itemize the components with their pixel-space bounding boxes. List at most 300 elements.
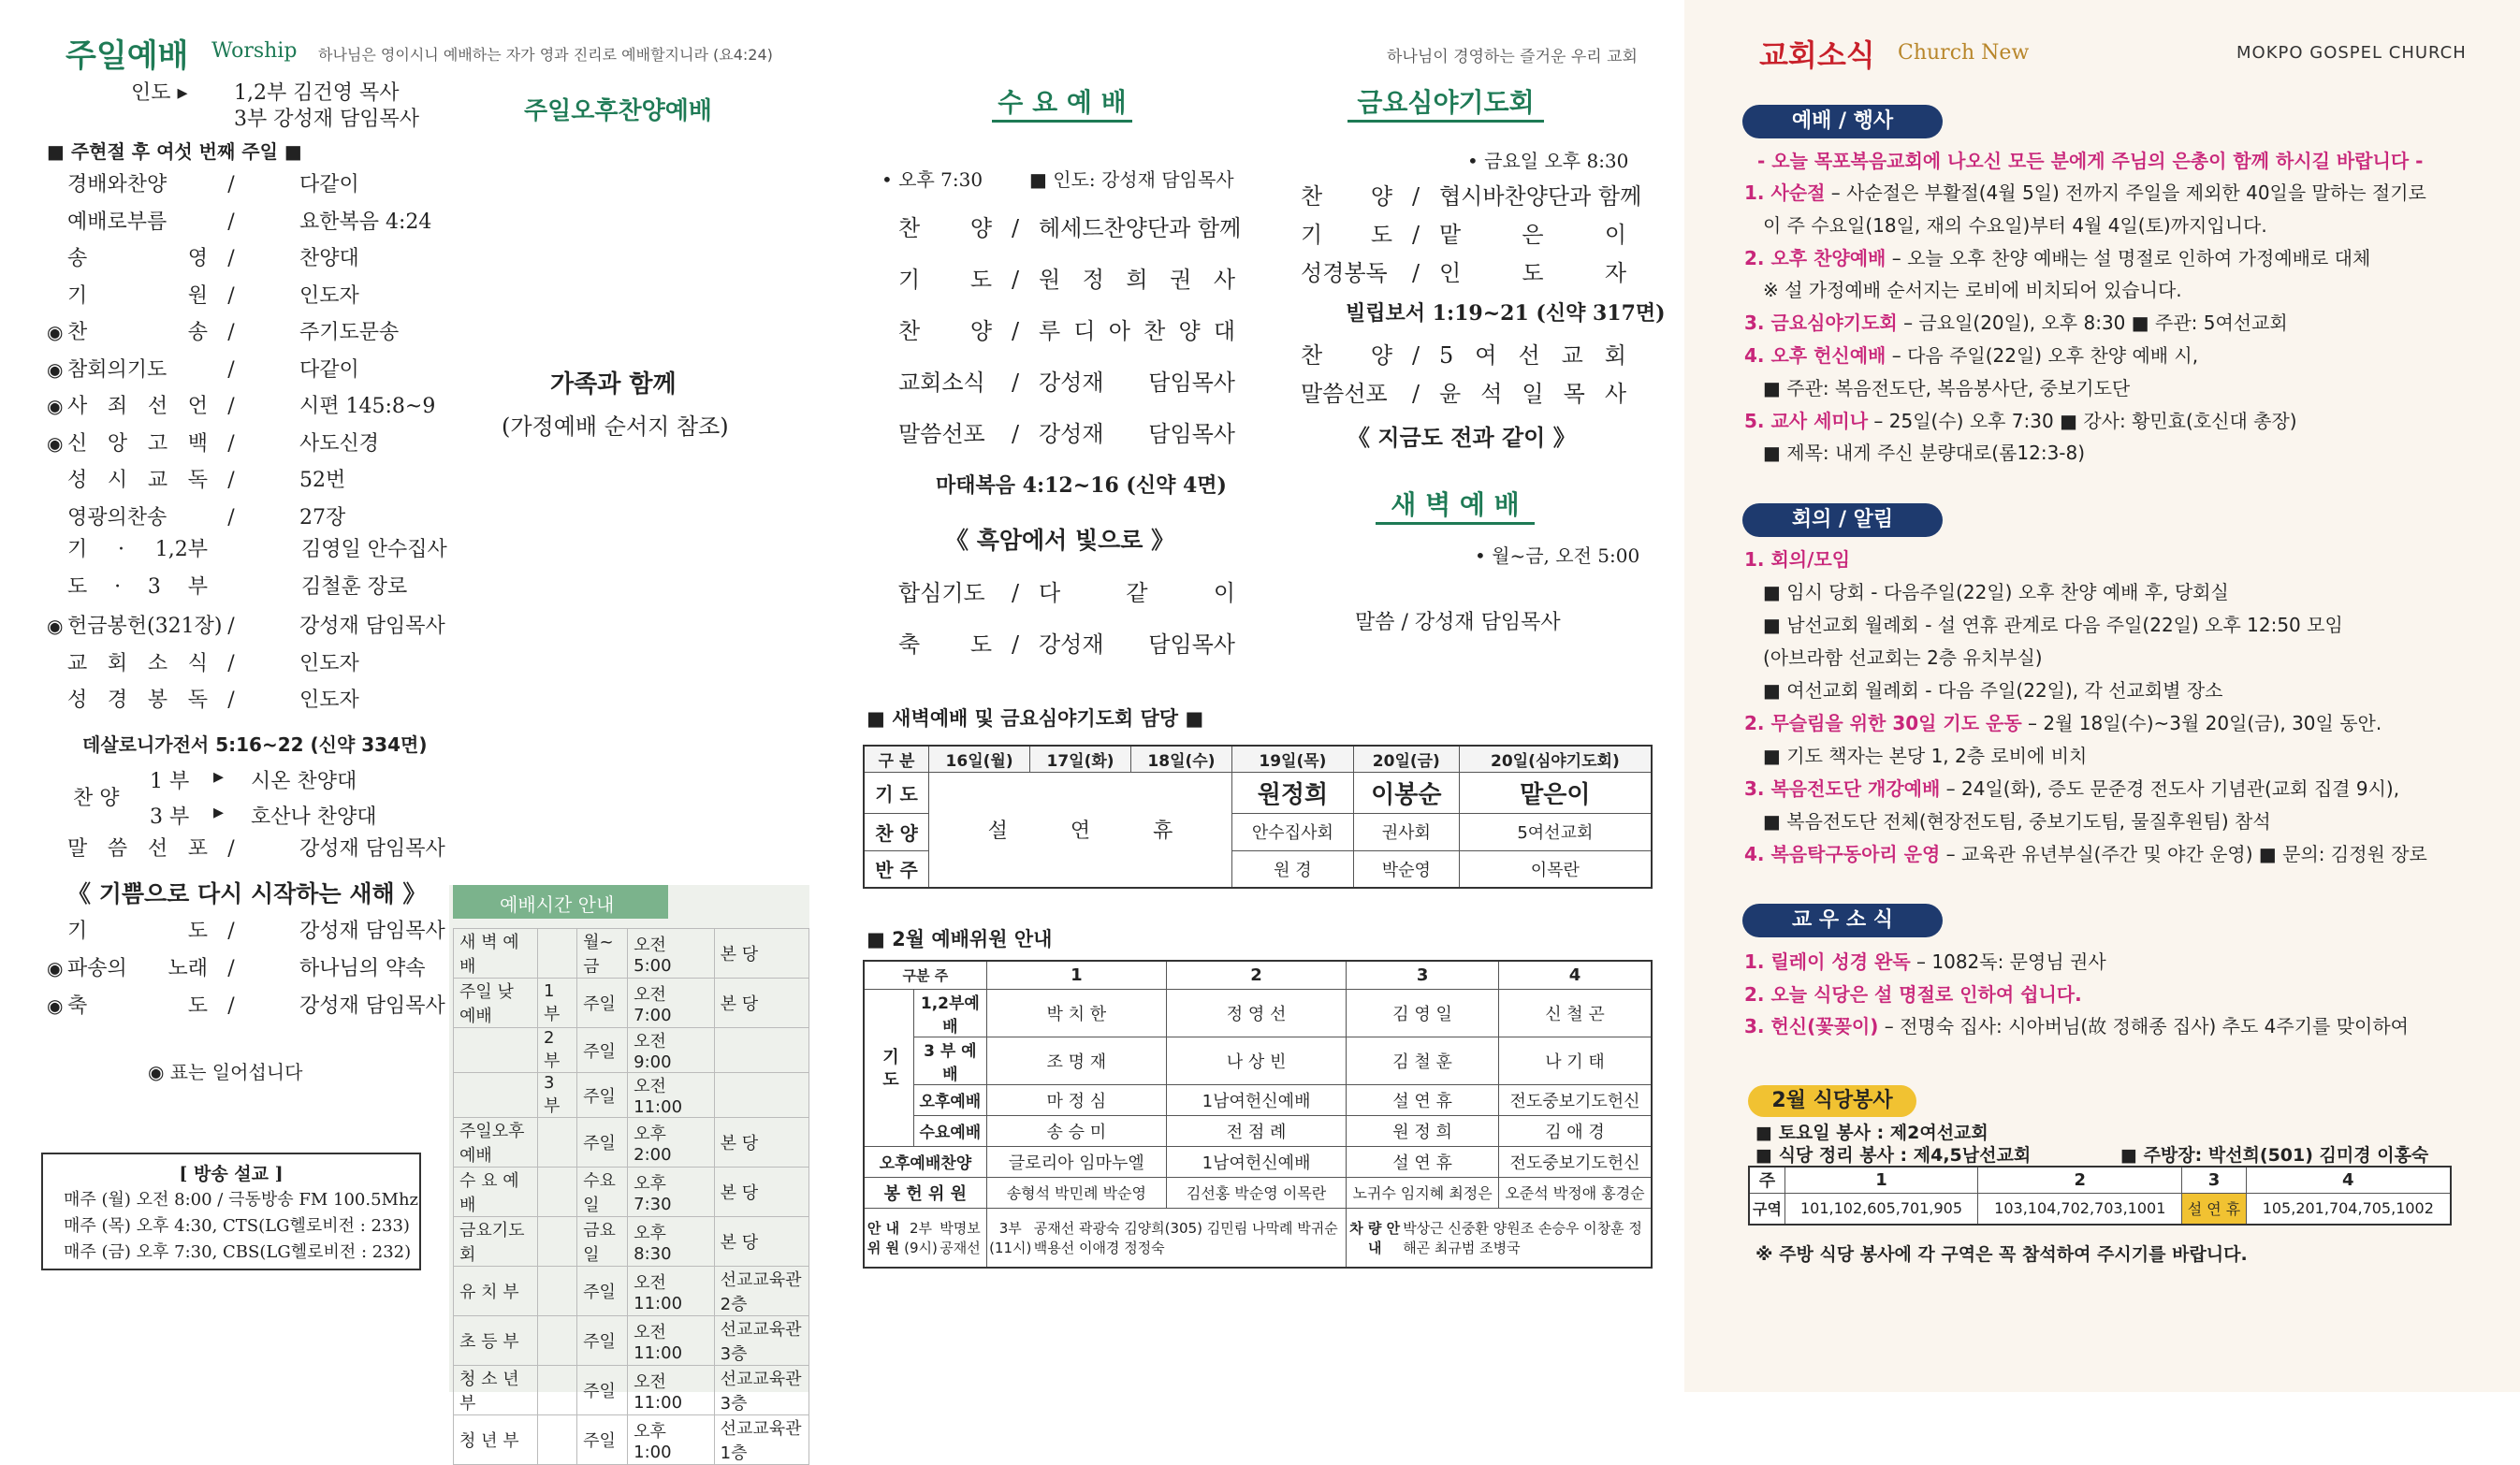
separator: / xyxy=(227,431,235,456)
schedule-cell: 오전 9:00 xyxy=(628,1028,714,1073)
news-key: 2. 오늘 식당은 설 명절로 인하여 쉽니다. xyxy=(1744,982,2082,1006)
order-row xyxy=(47,464,345,493)
service-label: 말씀선포 xyxy=(1301,381,1388,407)
prayer-label-2: 도 · 3 부 xyxy=(67,575,208,599)
feb-usher-row xyxy=(864,1208,1652,1268)
news-text: – 교육관 유년부실(주간 및 야간 운영) ■ 문의: 김정원 장로 xyxy=(1940,843,2427,865)
news-key: 1. 릴레이 성경 완독 xyxy=(1744,950,1911,973)
order-row xyxy=(47,610,445,639)
duty-row-label: 반 주 xyxy=(864,850,929,888)
prayer-label-1: 기 · 1,2부 xyxy=(67,538,208,561)
usher-names: 박명보 공재선 xyxy=(940,1219,981,1256)
feb-cell: 오후예배 xyxy=(914,1084,987,1115)
feb-cell: 정 영 선 xyxy=(1166,989,1346,1037)
duty-header-cell: 20일(금) xyxy=(1353,746,1459,772)
news-line xyxy=(1744,947,2106,974)
usher-names: 공재선 곽광숙 김양희(305) 김민림 나막례 박귀순 백용선 이애경 정정숙 xyxy=(1033,1219,1338,1256)
news-line xyxy=(1744,1011,2409,1038)
news-line xyxy=(1763,373,2130,400)
panel-midweek xyxy=(842,0,1684,1392)
separator: / xyxy=(1411,381,1420,407)
schedule-title: 예배시간 안내 xyxy=(453,885,668,919)
order-label: 성 경 봉 독 xyxy=(67,689,208,712)
kitchen-clean: ■ 식당 정리 봉사 : 제4,5남선교회 xyxy=(1755,1145,2032,1166)
schedule-cell: 주일 xyxy=(577,1366,628,1415)
feb-cell: 노귀수 임지혜 최정은 xyxy=(1347,1177,1499,1208)
feb-corner: 구분 주 xyxy=(864,961,986,989)
kitchen-cell: 101,102,605,701,905 xyxy=(1784,1193,1977,1225)
family-title: 가족과 함께 xyxy=(550,370,677,399)
separator: / xyxy=(227,957,235,980)
section-meetings: 회의 / 알림 xyxy=(1742,503,1943,537)
schedule-cell: 주일 xyxy=(577,1316,628,1366)
order-label: 신 앙 고 백 xyxy=(67,431,208,456)
news-title-en: Church New xyxy=(1898,41,2030,65)
order-value: 시편 145:8~9 xyxy=(299,395,436,418)
schedule-cell: 본 당 xyxy=(714,1168,808,1217)
order-value: 주기도문송 xyxy=(299,321,400,344)
feb-usher-cell xyxy=(864,1208,986,1268)
feb-cell: 송 승 미 xyxy=(986,1115,1166,1146)
service-row xyxy=(898,312,1235,345)
news-line xyxy=(1763,675,2222,703)
duty-pray: 맡은이 xyxy=(1459,772,1652,813)
schedule-cell: 청 년 부 xyxy=(454,1415,538,1465)
kitchen-header-cell: 주 xyxy=(1749,1167,1784,1193)
news-line xyxy=(1744,308,2288,335)
dawn-title: 새 벽 예 배 xyxy=(1376,485,1535,525)
schedule-cell: 주일 xyxy=(577,1267,628,1316)
prayer-value-2: 김철훈 장로 xyxy=(301,575,408,599)
schedule-table xyxy=(453,928,809,1465)
kitchen-cell: 설 연 휴 xyxy=(2182,1193,2246,1225)
order-label: 파송의 노래 xyxy=(67,957,208,980)
order-label: 헌금봉헌(321장) xyxy=(67,615,223,638)
leader-label: 인도 ▸ xyxy=(131,81,188,105)
schedule-row xyxy=(454,1217,809,1267)
order-label: 경배와찬양 xyxy=(67,173,168,196)
feb-cell: 수요예배 xyxy=(914,1115,987,1146)
service-label: 합심기도 xyxy=(898,580,985,606)
fri-scripture: 빌립보서 1:19~21 (신약 317면) xyxy=(1346,301,1666,326)
news-text: ■ 주관: 복음전도단, 복음봉사단, 중보기도단 xyxy=(1763,376,2131,399)
stand-bullet-icon: ◉ xyxy=(47,994,64,1017)
order-row xyxy=(47,168,359,197)
leader-1: 1,2부 김건영 목사 xyxy=(234,81,400,105)
schedule-cell: 수요일 xyxy=(577,1168,628,1217)
service-row xyxy=(898,210,1242,242)
order-value: 다같이 xyxy=(299,173,359,196)
schedule-row xyxy=(454,1316,809,1366)
stand-bullet-icon: ◉ xyxy=(47,615,64,637)
separator: / xyxy=(1011,318,1020,344)
duty-praise: 안수집사회 xyxy=(1231,813,1353,850)
schedule-cell: 1 부 xyxy=(538,979,577,1028)
order-value: 강성재 담임목사 xyxy=(299,615,445,638)
usher2-wrap xyxy=(987,1218,1346,1257)
order-value: 찬양대 xyxy=(299,247,359,270)
schedule-cell: 선교교육관 2층 xyxy=(714,1267,808,1316)
feb-cell: 신 철 곤 xyxy=(1498,989,1652,1037)
service-value: 루 디 아 찬 양 대 xyxy=(1039,318,1235,344)
order-label: 사 죄 선 언 xyxy=(67,395,208,418)
feb-cell: 조 명 재 xyxy=(986,1037,1166,1084)
arrow-icon: ▸ xyxy=(213,801,225,824)
separator: / xyxy=(227,651,235,675)
separator: / xyxy=(1411,183,1420,210)
order-row xyxy=(47,206,431,235)
duty-header-cell: 구 분 xyxy=(864,746,929,772)
news-line xyxy=(1744,341,2198,368)
feb-cell: 김선홍 박순영 이목란 xyxy=(1166,1177,1346,1208)
section-kitchen: 2월 식당봉사 xyxy=(1748,1085,1916,1117)
schedule-cell: 3 부 xyxy=(538,1073,577,1118)
news-key: 2. 오후 찬양예배 xyxy=(1744,246,1886,269)
prayer-value-1: 김영일 안수집사 xyxy=(301,538,447,561)
separator: / xyxy=(227,283,235,308)
feb-offer-label: 봉 헌 위 원 xyxy=(864,1177,986,1208)
news-key: 4. 오후 헌신예배 xyxy=(1744,344,1886,367)
schedule-cell: 선교교육관 3층 xyxy=(714,1316,808,1366)
service-row xyxy=(1301,216,1626,249)
duty-praise: 5여선교회 xyxy=(1459,813,1652,850)
order-label: 참회의기도 xyxy=(67,357,168,382)
schedule-cell: 주일 xyxy=(577,1028,628,1073)
order-row xyxy=(47,501,345,530)
duty-praise: 권사회 xyxy=(1353,813,1459,850)
order-value: 요한복음 4:24 xyxy=(299,210,432,234)
feb-cell: 1남여헌신예배 xyxy=(1166,1084,1346,1115)
news-line xyxy=(1744,979,2082,1007)
stand-bullet-icon: ◉ xyxy=(47,431,64,455)
news-text: (아브라함 선교회는 2층 유치부실) xyxy=(1763,646,2043,669)
order-row xyxy=(47,684,359,713)
service-label: 성경봉독 xyxy=(1301,260,1388,286)
schedule-row xyxy=(454,1267,809,1316)
kitchen-header-cell: 4 xyxy=(2246,1167,2451,1193)
service-value: 원 정 희 권 사 xyxy=(1039,267,1235,293)
schedule-cell xyxy=(538,929,577,979)
news-text: 이 주 수요일(18일, 재의 수요일)부터 4월 4일(토)까지입니다. xyxy=(1763,213,2267,237)
choir-2: 호산나 찬양대 xyxy=(251,805,377,829)
feb-cell: 전도중보기도헌신 xyxy=(1498,1084,1652,1115)
schedule-cell xyxy=(538,1267,577,1316)
schedule-cell: 오전 11:00 xyxy=(628,1267,714,1316)
separator: / xyxy=(227,505,235,529)
separator: / xyxy=(227,920,235,943)
broadcast-title: [ 방송 설교 ] xyxy=(179,1164,284,1184)
panel-news xyxy=(1684,0,2520,1392)
schedule-cell: 오후 2:00 xyxy=(628,1118,714,1168)
news-key: 3. 헌신(꽃꽂이) xyxy=(1744,1015,1879,1037)
header-motto: 하나님이 경영하는 즐거운 우리 교회 xyxy=(1387,48,1638,66)
feb-row xyxy=(864,1084,1652,1115)
separator: / xyxy=(1011,580,1020,606)
order-row xyxy=(47,647,359,676)
order-row xyxy=(47,354,359,383)
order-value: 하나님의 약속 xyxy=(299,957,426,980)
fri-time: • 금요일 오후 8:30 xyxy=(1467,150,1629,172)
choir-2-part: 3 부 xyxy=(150,805,190,829)
schedule-cell xyxy=(454,1028,538,1073)
wed-leader: ■ 인도: 강성재 담임목사 xyxy=(1029,168,1234,191)
news-line xyxy=(1744,243,2370,270)
schedule-cell xyxy=(538,1168,577,1217)
schedule-row xyxy=(454,929,809,979)
feb-cell: 오후예배찬양 xyxy=(864,1146,986,1177)
week-label: ■ 주현절 후 여섯 번째 주일 ■ xyxy=(47,140,302,163)
car-label: 차 량 안 내 xyxy=(1349,1219,1401,1256)
news-line xyxy=(1744,406,2297,433)
feb-week: 4 xyxy=(1498,961,1652,989)
news-text: – 2월 18일(수)~3월 20일(금), 30일 동안. xyxy=(2021,712,2382,734)
section-members: 교 우 소 식 xyxy=(1742,904,1943,937)
news-text: – 오늘 오후 찬양 예배는 설 명절로 인하여 가정예배로 대체 xyxy=(1886,246,2371,269)
stand-bullet-icon: ◉ xyxy=(47,395,64,417)
schedule-cell: 오전 11:00 xyxy=(628,1316,714,1366)
schedule-cell: 주일 낮 예배 xyxy=(454,979,538,1028)
prayer-row-1 xyxy=(47,533,447,562)
order-value: 인도자 xyxy=(299,689,359,712)
order-row xyxy=(47,280,359,309)
news-text: ■ 임시 당회 - 다음주일(22일) 오후 찬양 예배 후, 당회실 xyxy=(1763,581,2229,603)
order-label: 축 도 xyxy=(67,994,208,1018)
schedule-cell: 유 치 부 xyxy=(454,1267,538,1316)
news-text: ■ 기도 책자는 본당 1, 2층 로비에 비치 xyxy=(1763,745,2088,767)
stand-note: ◉ 표는 일어섭니다 xyxy=(148,1061,303,1083)
schedule-cell: 주일 xyxy=(577,1073,628,1118)
schedule-cell xyxy=(538,1217,577,1267)
service-label: 교회소식 xyxy=(898,370,985,396)
order-value: 다같이 xyxy=(299,357,359,382)
kitchen-row xyxy=(1749,1193,2451,1225)
service-label: 찬 양 xyxy=(1301,342,1392,369)
service-value: 강성재 담임목사 xyxy=(1039,631,1235,658)
sermon-row: 말 씀 선 포 / 강성재 담임목사 xyxy=(47,833,445,862)
wed-sermon: 《 흑암에서 빛으로 》 xyxy=(945,527,1175,554)
service-row xyxy=(1301,375,1626,408)
duty-header-row xyxy=(864,746,1652,772)
news-line xyxy=(1763,741,2087,768)
church-name: MOKPO GOSPEL CHURCH xyxy=(2236,43,2467,63)
news-key: 3. 복음전도단 개강예배 xyxy=(1744,777,1941,800)
duty-piano: 원 경 xyxy=(1231,850,1353,888)
separator: / xyxy=(227,321,235,344)
duty-holiday: 설 연 휴 xyxy=(929,772,1232,888)
news-text: ■ 복음전도단 전체(현장전도팀, 중보기도팀, 물질후원팀) 참석 xyxy=(1763,810,2271,833)
service-value: 협시바찬양단과 함께 xyxy=(1439,183,1642,210)
schedule-cell: 오후 1:00 xyxy=(628,1415,714,1465)
news-line xyxy=(1744,708,2382,735)
schedule-row xyxy=(454,1415,809,1465)
choir-1: 시온 찬양대 xyxy=(251,770,357,793)
schedule-cell xyxy=(454,1073,538,1118)
feb-row xyxy=(864,989,1652,1037)
duty-header-cell: 17일(화) xyxy=(1030,746,1131,772)
prayer-row-2 xyxy=(47,571,407,600)
arrow-icon: ▸ xyxy=(213,765,225,789)
feb-cell: 송형석 박민례 박순영 xyxy=(986,1177,1166,1208)
feb-cell: 나 기 태 xyxy=(1498,1037,1652,1084)
news-title: 교회소식 xyxy=(1759,37,1875,73)
order-row xyxy=(47,952,426,981)
order-value: 사도신경 xyxy=(299,431,380,456)
broadcast-item: 매주 (금) 오후 7:30, CBS(LG헬로비전 : 232) xyxy=(64,1242,412,1262)
news-text: ■ 남선교회 월례회 - 설 연휴 관계로 다음 주일(22일) 오후 12:50 모임 xyxy=(1763,614,2343,636)
service-label: 축 도 xyxy=(898,631,992,658)
section-events: 예배 / 행사 xyxy=(1742,105,1943,138)
order-label: 교 회 소 식 xyxy=(67,651,208,675)
order-label: 영광의찬송 xyxy=(67,505,168,529)
feb-title: ■ 2월 예배위원 안내 xyxy=(867,928,1053,950)
schedule-cell: 본 당 xyxy=(714,1118,808,1168)
schedule-cell: 2 부 xyxy=(538,1028,577,1073)
motto: 하나님은 영이시니 예배하는 자가 영과 진리로 예배할지니라 (요4:24) xyxy=(318,46,773,64)
kitchen-cell: 103,104,702,703,1001 xyxy=(1978,1193,2182,1225)
schedule-cell: 주일 xyxy=(577,1415,628,1465)
separator: / xyxy=(227,247,235,270)
service-label: 찬 양 xyxy=(898,318,992,344)
news-key: 3. 금요심야기도회 xyxy=(1744,312,1898,335)
feb-cell: 박 치 한 xyxy=(986,989,1166,1037)
news-key: 1. 회의/모임 xyxy=(1744,548,1851,571)
stand-bullet-icon: ◉ xyxy=(47,321,64,343)
news-line xyxy=(1744,544,1850,572)
sermon-title: 《 기쁨으로 다시 시작하는 새해 》 xyxy=(67,880,427,907)
duty-piano: 박순영 xyxy=(1353,850,1459,888)
feb-cell: 마 정 심 xyxy=(986,1084,1166,1115)
schedule-cell: 청 소 년 부 xyxy=(454,1366,538,1415)
feb-car-cell xyxy=(1347,1208,1652,1268)
car-names: 박상근 신중환 양원조 손승우 이창훈 정해곤 최규범 조병국 xyxy=(1403,1219,1642,1256)
order-label: 송 영 xyxy=(67,247,208,270)
duty-header-cell: 16일(월) xyxy=(929,746,1030,772)
service-label: 찬 양 xyxy=(1301,183,1392,210)
schedule-cell: 주일 xyxy=(577,979,628,1028)
news-text: – 25일(수) 오후 7:30 ■ 강사: 황민효(호신대 총장) xyxy=(1868,409,2297,432)
order-value: 52번 xyxy=(299,469,346,492)
service-row xyxy=(1301,178,1642,210)
schedule-cell xyxy=(538,1316,577,1366)
service-row xyxy=(898,261,1235,294)
news-text: – 다음 주일(22일) 오후 찬양 예배 시, xyxy=(1886,344,2199,367)
feb-praise-row xyxy=(864,1146,1652,1177)
separator: / xyxy=(1411,342,1420,369)
usher-wrap xyxy=(865,1218,986,1257)
dawn-time: • 월~금, 오전 5:00 xyxy=(1475,544,1640,567)
feb-cell: 글로리아 임마누엘 xyxy=(986,1146,1166,1177)
order-row xyxy=(47,990,445,1019)
news-line xyxy=(1744,178,2426,205)
duty-row-label: 기 도 xyxy=(864,772,929,813)
service-label: 기 도 xyxy=(898,267,992,293)
order-value: 강성재 담임목사 xyxy=(299,994,445,1018)
news-key: 4. 복음탁구동아리 운영 xyxy=(1744,843,1941,865)
scripture: 데살로니가전서 5:16~22 (신약 334면) xyxy=(82,733,428,756)
order-value: 강성재 담임목사 xyxy=(299,920,445,943)
service-value: 5 여 선 교 회 xyxy=(1439,342,1626,369)
separator: / xyxy=(227,689,235,712)
service-value: 다 같 이 xyxy=(1039,580,1235,606)
schedule-cell: 선교교육관 1층 xyxy=(714,1415,808,1465)
news-key: 1. 사순절 xyxy=(1744,181,1826,204)
news-key: 5. 교사 세미나 xyxy=(1744,409,1869,432)
broadcast-list xyxy=(43,1187,419,1266)
service-value: 강성재 담임목사 xyxy=(1039,370,1235,396)
car-wrap xyxy=(1347,1218,1651,1257)
section-title: 주일예배 xyxy=(66,37,189,75)
order-label: 성 시 교 독 xyxy=(67,469,208,492)
duty-row-prayer xyxy=(864,772,1652,813)
sermon-value: 강성재 담임목사 xyxy=(299,837,445,861)
news-line xyxy=(1763,577,2229,604)
separator: / xyxy=(1411,222,1420,248)
service-label: 찬 양 xyxy=(898,215,992,241)
kitchen-header-cell: 3 xyxy=(2182,1167,2246,1193)
feb-cell: 설 연 휴 xyxy=(1347,1146,1499,1177)
schedule-cell: 초 등 부 xyxy=(454,1316,538,1366)
service-row xyxy=(898,364,1235,397)
news-line xyxy=(1763,438,2085,465)
feb-cell: 전 점 례 xyxy=(1166,1115,1346,1146)
service-value: 인 도 자 xyxy=(1439,260,1626,286)
separator: / xyxy=(227,615,235,638)
kitchen-sat: ■ 토요일 봉사 : 제2여선교회 xyxy=(1755,1123,1988,1143)
separator: / xyxy=(1411,260,1420,286)
schedule-cell: 오후 7:30 xyxy=(628,1168,714,1217)
schedule-cell: 오전 7:00 xyxy=(628,979,714,1028)
schedule-cell: 주일오후예배 xyxy=(454,1118,538,1168)
service-row xyxy=(898,415,1235,448)
news-text: – 24일(화), 증도 문준경 전도사 기념관(교회 집결 9시), xyxy=(1940,777,2400,800)
feb-cell: 김 철 훈 xyxy=(1347,1037,1499,1084)
schedule-cell: 본 당 xyxy=(714,1217,808,1267)
feb-week: 3 xyxy=(1347,961,1499,989)
schedule-cell xyxy=(538,1415,577,1465)
kitchen-cell: 구역 xyxy=(1749,1193,1784,1225)
separator: / xyxy=(227,173,235,196)
news-text: – 1082독: 문영님 권사 xyxy=(1910,950,2106,973)
news-line xyxy=(1763,610,2343,637)
schedule-row xyxy=(454,1028,809,1073)
feb-week: 2 xyxy=(1166,961,1346,989)
stand-bullet-icon: ◉ xyxy=(47,357,64,381)
service-value: 맡 은 이 xyxy=(1439,222,1626,248)
schedule-row xyxy=(454,1118,809,1168)
order-value: 27장 xyxy=(299,505,346,529)
duty-header-cell: 18일(수) xyxy=(1130,746,1231,772)
wed-time: • 오후 7:30 xyxy=(881,168,983,191)
schedule-cell: 오전 11:00 xyxy=(628,1366,714,1415)
duty-pray: 원정희 xyxy=(1231,772,1353,813)
feb-cell: 김 애 경 xyxy=(1498,1115,1652,1146)
news-text: ■ 제목: 내게 주신 분량대로(롬12:3-8) xyxy=(1763,442,2086,465)
schedule-cell xyxy=(538,1366,577,1415)
feb-row xyxy=(864,1115,1652,1146)
news-line xyxy=(1763,210,2267,238)
news-text: – 사순절은 부활절(4월 5일) 전까지 주일을 제외한 40일을 말하는 절기로 xyxy=(1825,181,2426,204)
usher-part: 2부 (9시) xyxy=(904,1219,938,1256)
order-label: 예배로부름 xyxy=(67,210,168,234)
schedule-cell: 새 벽 예 배 xyxy=(454,929,538,979)
news-text: ■ 여선교회 월례회 - 다음 주일(22일), 각 선교회별 장소 xyxy=(1763,679,2223,702)
feb-cell: 김 영 일 xyxy=(1347,989,1499,1037)
feb-cell: 1남여헌신예배 xyxy=(1166,1146,1346,1177)
separator: / xyxy=(1011,370,1020,396)
schedule-cell: 오전 5:00 xyxy=(628,929,714,979)
wed-title: 수 요 예 배 xyxy=(992,82,1132,123)
order-row xyxy=(47,316,399,345)
